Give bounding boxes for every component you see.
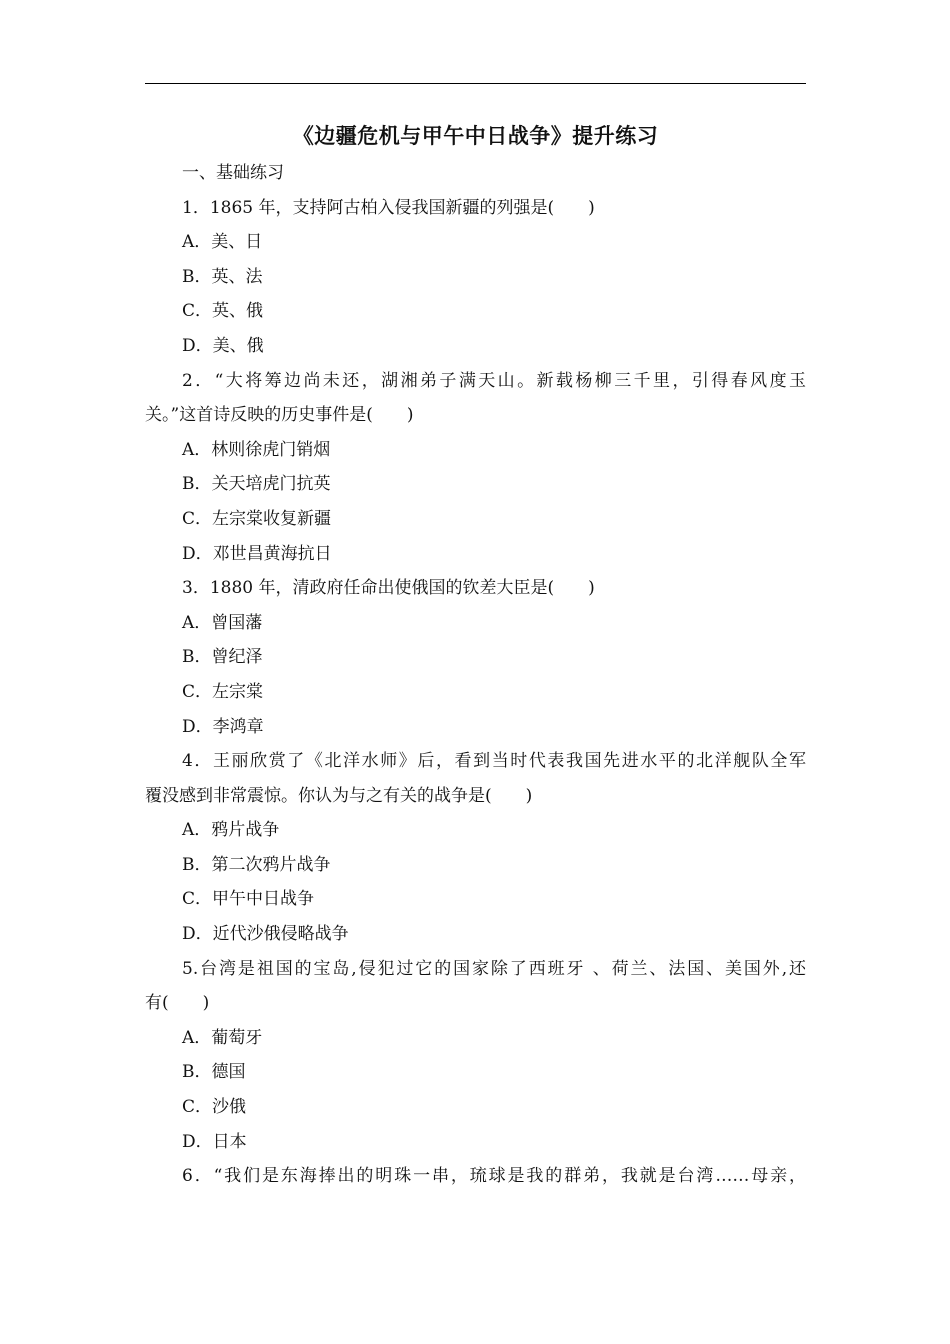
question-2-option-a: A．林则徐虎门销烟 bbox=[182, 439, 331, 460]
question-1-stem: 1．1865 年，支持阿古柏入侵我国新疆的列强是( ) bbox=[182, 197, 595, 218]
question-3-option-b: B．曾纪泽 bbox=[182, 647, 263, 668]
question-5-option-d: D．日本 bbox=[182, 1131, 247, 1152]
question-5-option-b: B．德国 bbox=[182, 1062, 246, 1083]
question-5-option-c: C．沙俄 bbox=[182, 1097, 247, 1118]
question-4-stem-line-1: 4．王丽欣赏了《北洋水师》后，看到当时代表我国先进水平的北洋舰队全军 bbox=[182, 751, 806, 772]
question-2-option-d: D．邓世昌黄海抗日 bbox=[182, 543, 332, 564]
question-5-option-a: A．葡萄牙 bbox=[182, 1027, 263, 1048]
question-5-stem-line-2: 有( ) bbox=[145, 993, 210, 1014]
header-rule bbox=[145, 83, 806, 84]
question-4-option-c: C．甲午中日战争 bbox=[182, 889, 315, 910]
question-4-option-b: B．第二次鸦片战争 bbox=[182, 854, 331, 875]
question-1-option-b: B．英、法 bbox=[182, 266, 263, 287]
question-1-option-a: A．美、日 bbox=[182, 232, 263, 253]
question-2-option-c: C．左宗棠收复新疆 bbox=[182, 508, 332, 529]
question-4-option-a: A．鸦片战争 bbox=[182, 820, 280, 841]
document-title: 《边疆危机与甲午中日战争》提升练习 bbox=[292, 124, 659, 148]
question-3-option-c: C．左宗棠 bbox=[182, 681, 264, 702]
question-6-stem-line-1: 6．“我们是东海捧出的明珠一串，琉球是我的群弟，我就是台湾……母亲， bbox=[182, 1166, 806, 1187]
question-3-stem: 3．1880 年，清政府任命出使俄国的钦差大臣是( ) bbox=[182, 578, 595, 599]
question-5-stem-line-1: 5.台湾是祖国的宝岛,侵犯过它的国家除了西班牙 、荷兰、法国、美国外,还 bbox=[182, 958, 806, 979]
question-4-option-d: D．近代沙俄侵略战争 bbox=[182, 924, 349, 945]
question-2-option-b: B．关天培虎门抗英 bbox=[182, 474, 331, 495]
document-body bbox=[145, 156, 806, 1194]
question-1-option-c: C．英、俄 bbox=[182, 301, 264, 322]
section-heading: 一、基础练习 bbox=[182, 163, 284, 183]
question-3-option-a: A．曾国藩 bbox=[182, 612, 263, 633]
question-2-stem-line-2: 关。”这首诗反映的历史事件是( ) bbox=[145, 405, 414, 426]
question-3-option-d: D．李鸿章 bbox=[182, 716, 264, 737]
question-2-stem-line-1: 2．“大将筹边尚未还，湖湘弟子满天山。新载杨柳三千里，引得春风度玉 bbox=[182, 370, 806, 391]
question-1-option-d: D．美、俄 bbox=[182, 335, 264, 356]
question-4-stem-line-2: 覆没感到非常震惊。你认为与之有关的战争是( ) bbox=[145, 785, 533, 806]
